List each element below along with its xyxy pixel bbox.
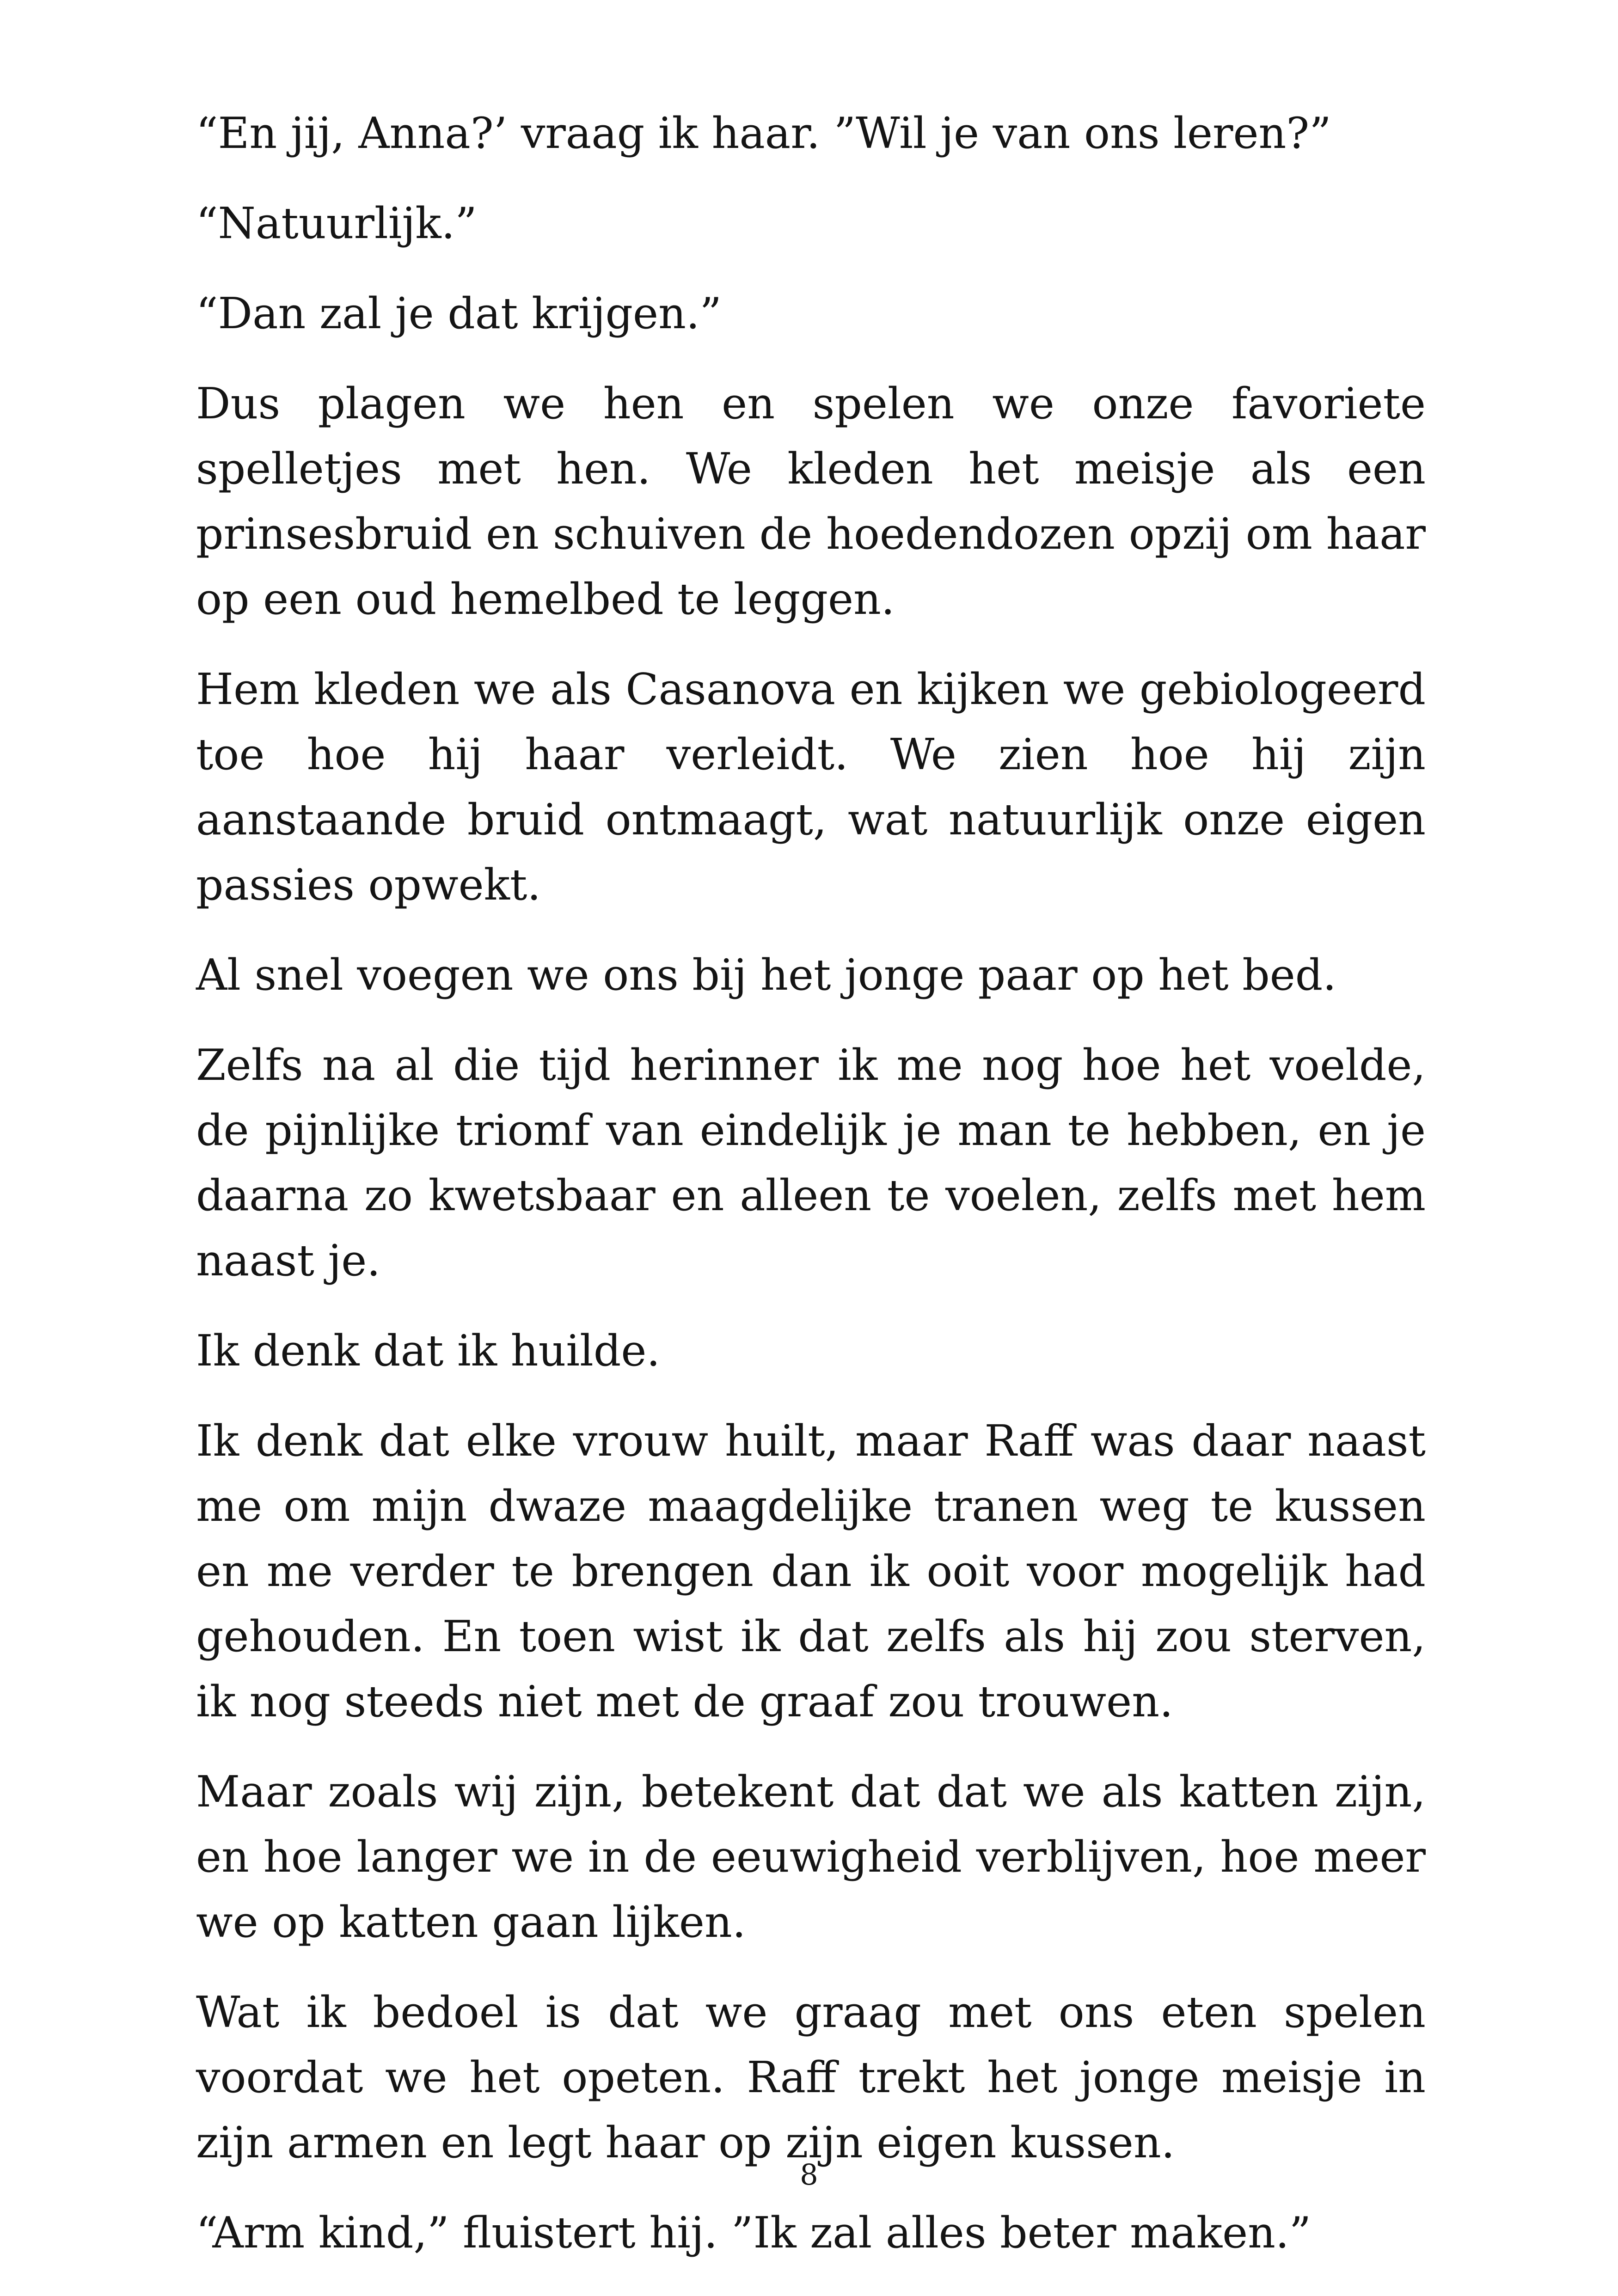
- paragraph: Hem kleden we als Casanova en kijken we gebiologeerd toe hoe hij haar verleidt. We zien hoe hij zijn aanstaande bruid ontmaagt, wat natuurlijk onze eigen passies opwekt.: [196, 664, 1426, 910]
- paragraph: Maar zoals wij zijn, betekent dat dat we als katten zijn, en hoe langer we in de eeuwigheid verblijven, hoe meer we op katten gaan lijken.: [196, 1767, 1426, 1947]
- paragraph: “Dan zal je dat krijgen.”: [196, 288, 722, 338]
- paragraph: Wat ik bedoel is dat we graag met ons eten spelen voordat we het opeten. Raff trekt het jonge meisje in zijn armen en legt haar op zijn eigen kussen.: [196, 1987, 1426, 2167]
- paragraph: Al snel voegen we ons bij het jonge paar op het bed.: [196, 950, 1336, 1000]
- paragraph: “Arm kind,” fluistert hij. ”Ik zal alles beter maken.”: [196, 2208, 1312, 2258]
- paragraph: Ik denk dat ik huilde.: [196, 1326, 661, 1376]
- paragraph: Zelfs na al die tijd herinner ik me nog hoe het voelde, de pijnlijke triomf van eindelijk je man te hebben, en je daarna zo kwetsbaar en alleen te voelen, zelfs met hem naast je.: [196, 1040, 1426, 1286]
- paragraph: Ik denk dat elke vrouw huilt, maar Raff was daar naast me om mijn dwaze maagdelijke tranen weg te kussen en me verder te brengen dan ik ooit voor mogelijk had gehouden. En toen wist ik dat zelfs als hij zou sterven, ik nog steeds niet met de graaf zou trouwen.: [196, 1416, 1426, 1727]
- paragraph: Dus plagen we hen en spelen we onze favoriete spelletjes met hen. We kleden het meisje als een prinsesbruid en schuiven de hoedendozen opzij om haar op een oud hemelbed te leggen.: [196, 379, 1426, 624]
- body-text: [196, 101, 1426, 2290]
- paragraph: “En jij, Anna?’ vraag ik haar. ”Wil je van ons leren?”: [196, 108, 1331, 158]
- paragraph: “Natuurlijk.”: [196, 198, 477, 248]
- page-number: 8: [800, 2158, 818, 2192]
